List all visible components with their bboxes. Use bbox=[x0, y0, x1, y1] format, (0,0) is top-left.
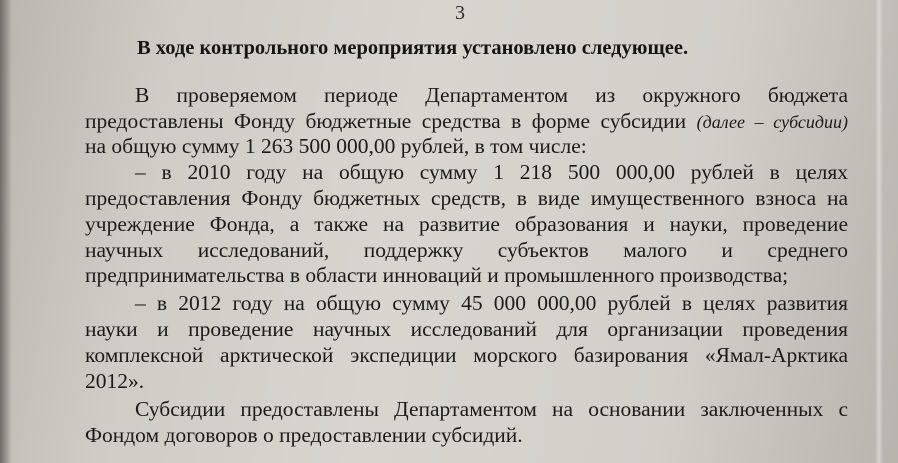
paragraph-line: Субсидии предоставлены Департаментом на основании заключенных с bbox=[135, 397, 848, 421]
paragraph-line: В проверяемом периоде Департаментом из окружного бюджета bbox=[135, 83, 848, 107]
list-item-line: комплексной арктической экспедиции морского базирования «Ямал-Арктика bbox=[85, 343, 848, 367]
list-item-line: предоставления Фонду бюджетных средств, в виде имущественного взноса на bbox=[85, 186, 848, 210]
list-item-line: – в 2012 году на общую сумму 45 000 000,00 рублей в целях развития bbox=[135, 291, 848, 315]
paragraph-line-italic: (далее – субсидии) bbox=[696, 112, 848, 132]
list-item-line: 2012». bbox=[85, 369, 145, 393]
paragraph-line bbox=[85, 108, 848, 135]
page-crease bbox=[875, 0, 883, 463]
page-number: 3 bbox=[455, 2, 465, 24]
list-item-line: – в 2010 году на общую сумму 1 218 500 000,00 рублей в целях bbox=[135, 160, 848, 184]
list-item-line: учреждение Фонда, а также на развитие образования и науки, проведение bbox=[85, 212, 848, 236]
section-heading: В ходе контрольного мероприятия установлено следующее. bbox=[137, 37, 689, 59]
list-item-line: научных исследований, поддержку субъектов малого и среднего bbox=[85, 238, 848, 262]
page-edge-shadow bbox=[0, 0, 12, 463]
paragraph-line-text: предоставлены Фонду бюджетные средства в форме субсидии bbox=[85, 109, 697, 133]
paragraph-line: на общую сумму 1 263 500 000,00 рублей, в том числе: bbox=[85, 134, 587, 158]
list-item-line: предпринимательства в области инноваций и промышленного производства; bbox=[85, 263, 789, 287]
list-item-line: науки и проведение научных исследований для организации проведения bbox=[85, 317, 848, 341]
paragraph-line: Фондом договоров о предоставлении субсидий. bbox=[85, 423, 523, 447]
